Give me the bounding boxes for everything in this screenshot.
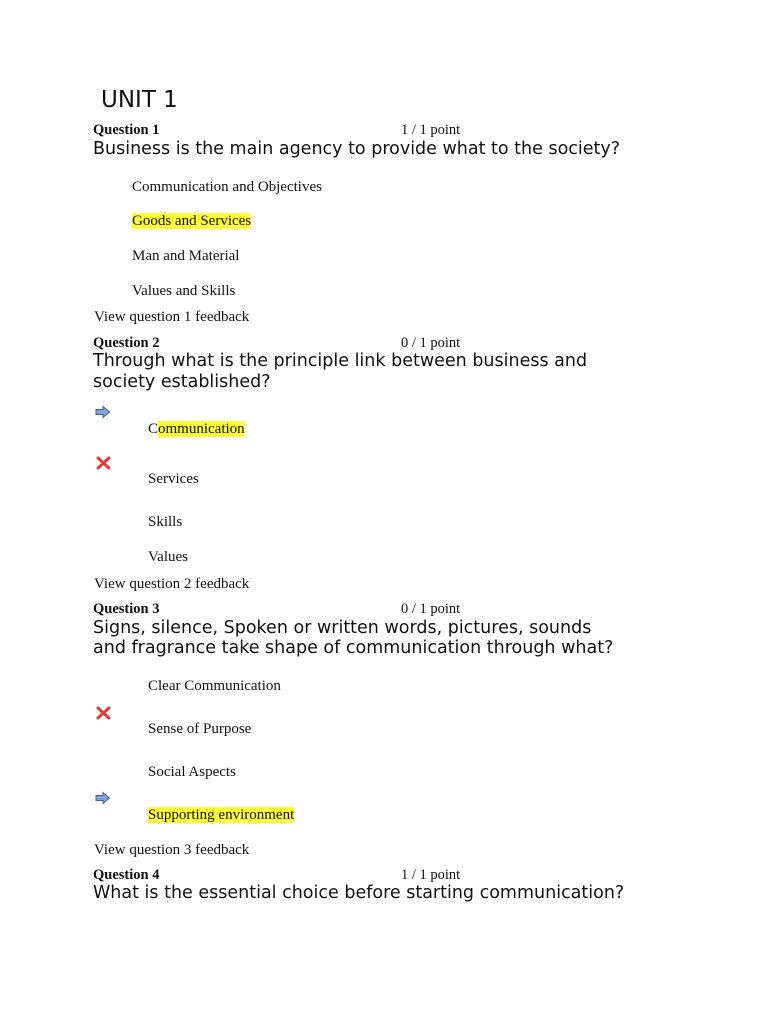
question-3-text-line-1: Signs, silence, Spoken or written words, pictures, sounds bbox=[93, 618, 592, 638]
highlighted-answer: Goods and Services bbox=[132, 213, 252, 229]
question-3-feedback-link[interactable]: View question 3 feedback bbox=[94, 842, 250, 858]
question-2-option-3[interactable]: Skills bbox=[148, 514, 183, 530]
question-2-option-4[interactable]: Values bbox=[148, 549, 188, 565]
question-1-option-3[interactable]: Man and Material bbox=[132, 248, 240, 264]
unit-title: UNIT 1 bbox=[101, 87, 178, 113]
question-2-option-2[interactable]: Services bbox=[148, 471, 199, 487]
highlighted-answer: Supporting environment bbox=[148, 807, 295, 823]
question-1-label: Question 1 bbox=[93, 122, 160, 138]
question-2-text-line-1: Through what is the principle link between business and bbox=[93, 351, 588, 371]
question-1-option-4[interactable]: Values and Skills bbox=[132, 283, 236, 299]
question-2-option-1[interactable] bbox=[148, 420, 245, 438]
question-2-text-line-2: society established? bbox=[93, 372, 271, 392]
option-text-start: C bbox=[148, 421, 159, 437]
question-3-points: 0 / 1 point bbox=[401, 601, 461, 617]
question-1-text: Business is the main agency to provide what to the society? bbox=[93, 139, 621, 159]
question-2-feedback-link[interactable]: View question 2 feedback bbox=[94, 576, 250, 592]
question-3-option-1[interactable]: Clear Communication bbox=[148, 678, 281, 694]
question-1-points: 1 / 1 point bbox=[401, 122, 461, 138]
question-3-label: Question 3 bbox=[93, 601, 160, 617]
question-2-label: Question 2 bbox=[93, 335, 160, 351]
question-4-text: What is the essential choice before starting communication? bbox=[93, 883, 625, 903]
question-1-option-1[interactable]: Communication and Objectives bbox=[132, 179, 322, 195]
question-2-points: 0 / 1 point bbox=[401, 335, 461, 351]
cross-icon bbox=[96, 456, 112, 470]
arrow-icon bbox=[95, 405, 111, 419]
arrow-icon bbox=[95, 791, 111, 805]
question-3-option-4[interactable] bbox=[148, 806, 294, 824]
question-1-option-2[interactable] bbox=[132, 212, 251, 230]
question-4-label: Question 4 bbox=[93, 867, 160, 883]
question-1-feedback-link[interactable]: View question 1 feedback bbox=[94, 309, 250, 325]
question-3-option-2[interactable]: Sense of Purpose bbox=[148, 721, 252, 737]
question-4-points: 1 / 1 point bbox=[401, 867, 461, 883]
cross-icon bbox=[96, 706, 112, 720]
question-3-option-3[interactable]: Social Aspects bbox=[148, 764, 236, 780]
highlighted-answer: ommunication bbox=[158, 421, 245, 437]
question-3-text-line-2: and fragrance take shape of communication through what? bbox=[93, 638, 614, 658]
